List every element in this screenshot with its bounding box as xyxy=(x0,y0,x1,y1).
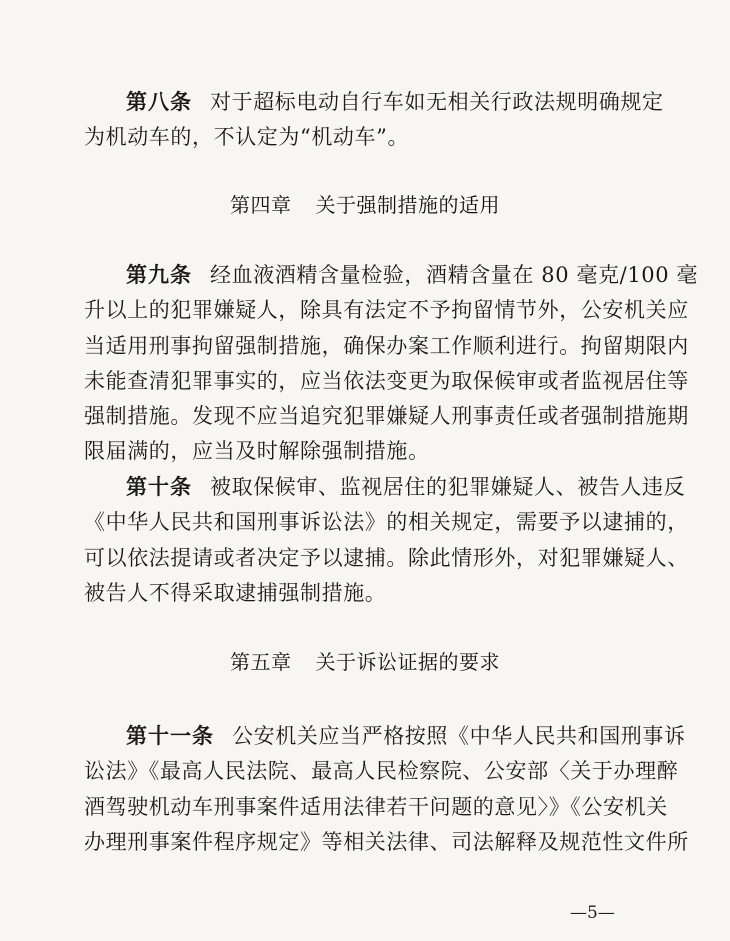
article-10-line-2: 《中华人民共和国刑事诉讼法》的相关规定，需要予以逮捕的， xyxy=(84,510,689,534)
article-10-line-1 xyxy=(126,475,686,499)
chapter-4-number: 第四章 xyxy=(230,193,292,217)
article-10-line-4: 被告人不得采取逮捕强制措施。 xyxy=(84,581,387,605)
chapter-5-heading xyxy=(0,650,730,674)
article-9-text-1: 经血液酒精含量检验，酒精含量在 80 毫克/100 毫 xyxy=(210,263,699,287)
article-8-text-1: 对于超标电动自行车如无相关行政法规明确规定 xyxy=(210,90,664,114)
article-10-text-1: 被取保候审、监视居住的犯罪嫌疑人、被告人违反 xyxy=(210,475,686,499)
article-9-line-3: 当适用刑事拘留强制措施，确保办案工作顺利进行。拘留期限内 xyxy=(84,334,689,358)
article-9-line-1 xyxy=(126,263,699,287)
article-8-heading: 第八条 xyxy=(126,90,192,114)
chapter-4-title: 关于强制措施的适用 xyxy=(315,193,500,217)
chapter-5-title: 关于诉讼证据的要求 xyxy=(315,650,500,674)
chapter-5-number: 第五章 xyxy=(230,650,292,674)
article-8-line-2: 为机动车的，不认定为“机动车”。 xyxy=(84,125,410,149)
article-9-heading: 第九条 xyxy=(126,263,192,287)
article-11-line-4: 办理刑事案件程序规定》等相关法律、司法解释及规范性文件所 xyxy=(84,830,689,854)
article-9-line-4: 未能查清犯罪事实的，应当依法变更为取保候审或者监视居住等 xyxy=(84,369,689,393)
article-9-line-2: 升以上的犯罪嫌疑人，除具有法定不予拘留情节外，公安机关应 xyxy=(84,298,689,322)
article-9-line-6: 限届满的，应当及时解除强制措施。 xyxy=(84,439,430,463)
article-9-line-5: 强制措施。发现不应当追究犯罪嫌疑人刑事责任或者强制措施期 xyxy=(84,404,689,428)
page-number: —5— xyxy=(570,903,615,923)
article-10-heading: 第十条 xyxy=(126,475,192,499)
article-11-line-2: 讼法》《最高人民法院、最高人民检察院、公安部〈关于办理醉 xyxy=(84,759,679,783)
article-10-line-3: 可以依法提请或者决定予以逮捕。除此情形外，对犯罪嫌疑人、 xyxy=(84,546,689,570)
article-11-text-1: 公安机关应当严格按照《中华人民共和国刑事诉 xyxy=(232,724,686,748)
article-11-line-1 xyxy=(126,724,686,748)
article-11-line-3: 酒驾驶机动车刑事案件适用法律若干问题的意见〉》《公安机关 xyxy=(84,795,668,819)
article-11-heading: 第十一条 xyxy=(126,724,214,748)
chapter-4-heading xyxy=(0,193,730,217)
article-8-line-1 xyxy=(126,90,666,114)
